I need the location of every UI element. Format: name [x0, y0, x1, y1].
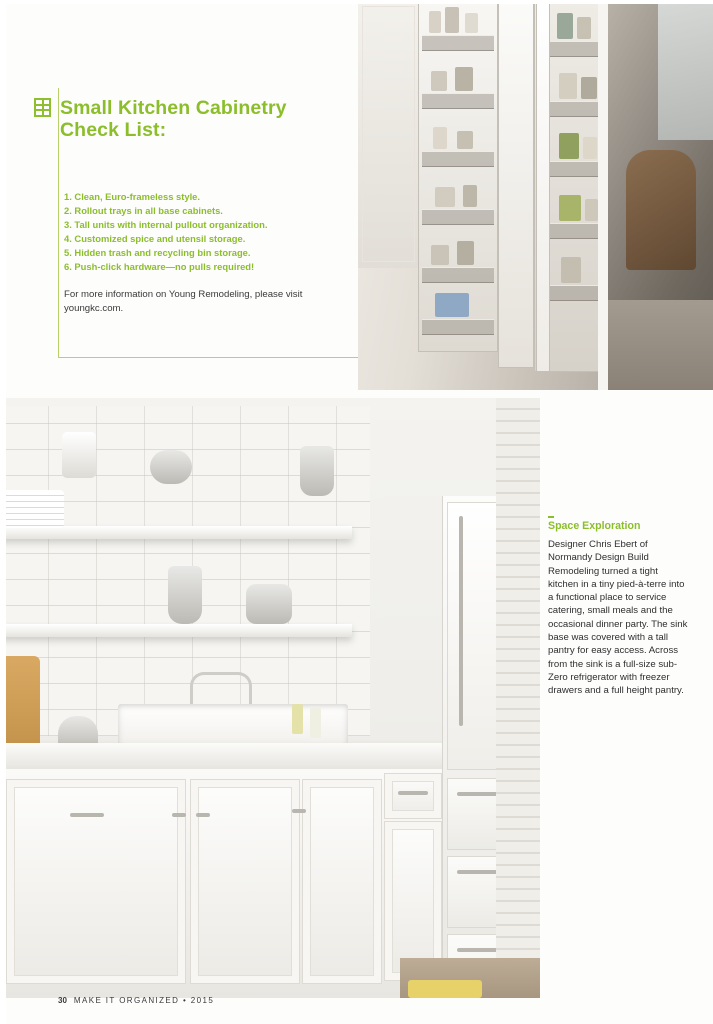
- window-shape: [658, 0, 713, 140]
- silver-bowl: [150, 450, 192, 484]
- countertop: [0, 743, 448, 769]
- cabinet-drawer-top: [384, 773, 442, 819]
- sidebar-heading: Space Exploration: [548, 520, 641, 532]
- cabinet-handle-1: [70, 813, 104, 817]
- cabinet-handle-2: [172, 813, 186, 817]
- cabinet-door-4: [384, 821, 442, 981]
- cabinet-door-2: [190, 779, 300, 984]
- utensil-crock: [62, 432, 96, 478]
- sidebar-rule: [548, 516, 554, 518]
- white-kitchen-photo: [0, 398, 540, 998]
- list-item: 2. Rollout trays in all base cabinets.: [64, 205, 223, 217]
- pantry-pullout-photo: [358, 0, 713, 390]
- checklist-note: For more information on Young Remodeling, please visit youngkc.com.: [64, 289, 303, 314]
- tea-service-set: [246, 584, 292, 624]
- scan-edge-top: [0, 0, 713, 4]
- floor-mat: [408, 980, 482, 998]
- grid-squares-icon: [34, 98, 51, 117]
- soap-dispenser-2: [310, 708, 321, 738]
- checklist-items: [64, 190, 334, 275]
- cabinet-handle-5: [398, 791, 428, 795]
- base-cabinet-run: [0, 769, 448, 998]
- floor-shape: [604, 300, 713, 390]
- cabinet-door-1: [6, 779, 186, 984]
- cabinet-door-3: [302, 779, 382, 984]
- silver-pitcher: [300, 446, 334, 496]
- refrigerator-handle: [459, 516, 463, 726]
- list-item: 1. Clean, Euro-frameless style.: [64, 191, 200, 202]
- chair-shape: [626, 150, 696, 270]
- footer-label: MAKE IT ORGANIZED • 2015: [73, 996, 215, 1005]
- cabinet-handle-3: [196, 813, 210, 817]
- bridge-faucet: [190, 672, 252, 708]
- silver-trophy-cup: [168, 566, 202, 624]
- list-item: 6. Push-click hardware—no pulls required!: [64, 261, 255, 273]
- cabinet-edge-panel: [598, 0, 608, 390]
- page-footer: [58, 996, 214, 1005]
- soap-dispenser-1: [292, 704, 303, 734]
- list-item: 3. Tall units with internal pullout organization.: [64, 219, 268, 231]
- pullout-unit-2: [498, 0, 534, 368]
- pullout-divider-panel: [536, 0, 550, 372]
- stacked-plates: [2, 490, 64, 528]
- list-item: 4. Customized spice and utensil storage.: [64, 233, 246, 245]
- checklist-title: Small Kitchen Cabinetry Check List:: [60, 97, 287, 141]
- cabinet-handle-4: [292, 809, 306, 813]
- pullout-unit-1: [418, 0, 498, 352]
- full-height-pantry: [496, 398, 540, 998]
- page-number: 30: [58, 996, 67, 1005]
- open-shelf-lower: [0, 624, 352, 637]
- left-cabinet-shape: [358, 0, 420, 268]
- list-item: 5. Hidden trash and recycling bin storage.: [64, 247, 251, 259]
- sidebar-body-text: Designer Chris Ebert of Normandy Design Build Remodeling turned a tight kitchen in a tiny pied-à-terre into a functional place to service catering, small meals and the occasional dinner party. The sink base was covered with a tall pantry for easy access. Across from the sink is a full-size sub-Zero refrigerator with freezer drawers and a full height pantry.: [548, 539, 688, 697]
- scan-edge-left: [0, 0, 6, 1024]
